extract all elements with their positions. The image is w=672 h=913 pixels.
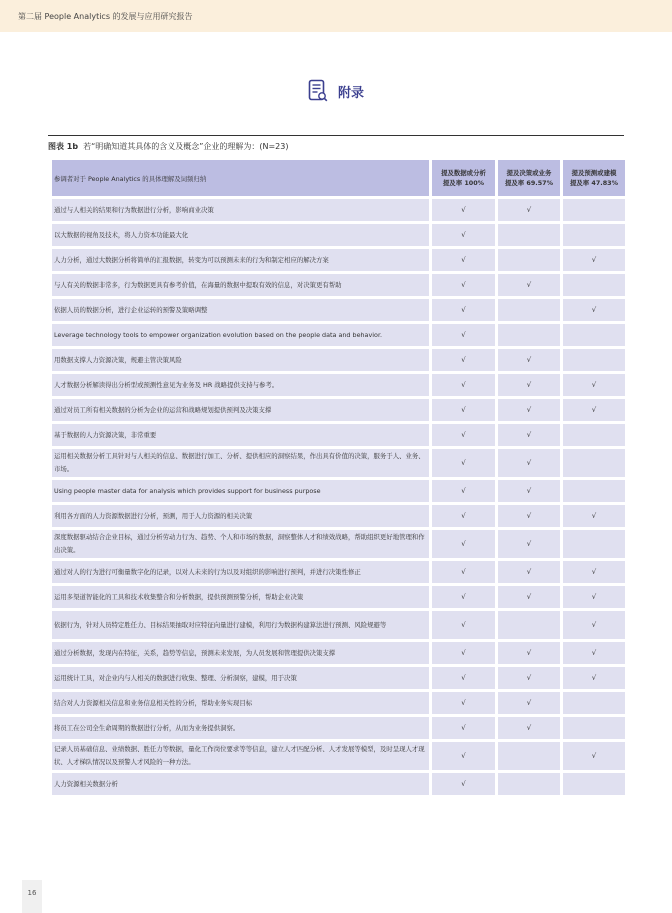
- row-description: 依据人员的数据分析，进行企业运转的预警及策略调整: [52, 299, 429, 321]
- row-mark-c2: [498, 742, 560, 770]
- header-col2: [498, 160, 560, 196]
- row-description: 与人有关的数据非常多，行为数据更具有参考价值，在海量的数据中提取有效的信息，对决策更有帮助: [52, 274, 429, 296]
- top-header-bar: [0, 0, 672, 32]
- row-mark-c2: [498, 299, 560, 321]
- row-description: 用数据支撑人力资源决策，规避主管决策风险: [52, 349, 429, 371]
- table-row: [52, 424, 626, 446]
- row-mark-c3: [563, 480, 625, 502]
- row-description: Leverage technology tools to empower organization evolution based on the people data and behavior.: [52, 324, 429, 346]
- appendix-heading: [0, 78, 672, 104]
- row-mark-c2: √: [498, 642, 560, 664]
- row-mark-c3: [563, 692, 625, 714]
- row-description: 通过分析数据，发现内在特征，关系，趋势等信息，预测未来发展，为人员发展和管理提供决策支撑: [52, 642, 429, 664]
- row-mark-c2: [498, 773, 560, 795]
- row-mark-c2: √: [498, 586, 560, 608]
- table-row: [52, 449, 626, 477]
- row-mark-c2: √: [498, 449, 560, 477]
- table-row: [52, 324, 626, 346]
- table-row: [52, 692, 626, 714]
- table-row: [52, 374, 626, 396]
- row-mark-c1: √: [432, 424, 495, 446]
- row-mark-c1: √: [432, 274, 495, 296]
- figure-caption: [48, 141, 288, 152]
- row-mark-c3: [563, 773, 625, 795]
- row-mark-c2: √: [498, 199, 560, 221]
- table-row: [52, 561, 626, 583]
- row-description: 通过对人的行为进行可衡量数字化的记录，以对人未来的行为以及对组织的影响进行预判，并进行决策性修正: [52, 561, 429, 583]
- row-mark-c3: [563, 224, 625, 246]
- caption-divider: [48, 135, 624, 136]
- table-row: [52, 399, 626, 421]
- row-description: 以大数据的视角及技术，将人力资本功能最大化: [52, 224, 429, 246]
- row-mark-c3: [563, 717, 625, 739]
- row-description: 记录人员基础信息、业绩数据、胜任力等数据，量化工作岗位要求等等信息，建立人才匹配分析、人才发展等模型，及时呈现人才现状、人才梯队情况以及预警人才风险的一种方法。: [52, 742, 429, 770]
- table-row: [52, 349, 626, 371]
- row-mark-c1: √: [432, 299, 495, 321]
- row-mark-c3: √: [563, 586, 625, 608]
- table-row: [52, 717, 626, 739]
- row-mark-c2: √: [498, 374, 560, 396]
- row-description: 人才数据分析解读得出分析型或预测性意见为业务及 HR 战略提供支持与参考。: [52, 374, 429, 396]
- table-row: [52, 505, 626, 527]
- row-mark-c2: [498, 224, 560, 246]
- row-mark-c3: √: [563, 611, 625, 639]
- row-mark-c3: [563, 349, 625, 371]
- row-mark-c2: √: [498, 667, 560, 689]
- row-mark-c1: √: [432, 349, 495, 371]
- appendix-title: 附录: [337, 85, 364, 101]
- table-row: [52, 530, 626, 558]
- table-row: [52, 773, 626, 795]
- row-mark-c2: √: [498, 424, 560, 446]
- row-mark-c1: √: [432, 530, 495, 558]
- row-mark-c3: [563, 449, 625, 477]
- row-mark-c3: [563, 324, 625, 346]
- row-description: 结合对人力资源相关信息和业务信息相关性的分析，帮助业务实现目标: [52, 692, 429, 714]
- row-mark-c1: √: [432, 399, 495, 421]
- table-body: [52, 199, 626, 795]
- row-mark-c1: √: [432, 249, 495, 271]
- row-description: 人力资源相关数据分析: [52, 773, 429, 795]
- table-row: [52, 249, 626, 271]
- table-row: [52, 642, 626, 664]
- table-row: [52, 299, 626, 321]
- row-mark-c1: √: [432, 773, 495, 795]
- table-header: [52, 160, 626, 196]
- row-description: 通过与人相关的结果和行为数据进行分析，影响商业决策: [52, 199, 429, 221]
- row-mark-c3: √: [563, 667, 625, 689]
- row-mark-c3: √: [563, 505, 625, 527]
- row-mark-c1: √: [432, 561, 495, 583]
- header-col2-line2: 提及率 69.57%: [504, 179, 553, 187]
- table-row: [52, 480, 626, 502]
- table-row: [52, 667, 626, 689]
- table-row: [52, 274, 626, 296]
- row-mark-c3: √: [563, 561, 625, 583]
- row-mark-c3: [563, 530, 625, 558]
- row-mark-c1: √: [432, 611, 495, 639]
- header-col3-line1: 提及预测或建模: [571, 169, 617, 177]
- row-mark-c3: [563, 274, 625, 296]
- row-mark-c2: √: [498, 692, 560, 714]
- header-col1-line1: 提及数据或分析: [441, 169, 486, 177]
- row-description: 依据行为，针对人员特定胜任力、目标结果抽取对应特征向量进行建模，利用行为数据构建算法进行预测、风险规避等: [52, 611, 429, 639]
- header-col1-line2: 提及率 100%: [442, 179, 485, 187]
- row-description: 基于数据的人力资源决策，非常重要: [52, 424, 429, 446]
- row-mark-c1: √: [432, 586, 495, 608]
- figure-label: 图表 1b: [48, 142, 79, 151]
- report-title: 第二届 People Analytics 的发展与应用研究报告: [18, 12, 193, 21]
- data-table: [52, 160, 626, 798]
- row-mark-c3: √: [563, 374, 625, 396]
- row-description: 运用统计工具，对企业内与人相关的数据进行收集、整理、分析洞察，建模，用于决策: [52, 667, 429, 689]
- header-col3-line2: 提及率 47.83%: [569, 179, 618, 187]
- table-row: [52, 224, 626, 246]
- row-mark-c1: √: [432, 374, 495, 396]
- header-col1: [432, 160, 495, 196]
- row-mark-c2: √: [498, 561, 560, 583]
- row-mark-c3: √: [563, 299, 625, 321]
- page-number: 16: [22, 880, 42, 913]
- row-mark-c1: √: [432, 324, 495, 346]
- row-description: 深度数据驱动结合企业目标，通过分析劳动力行为、趋势、个人和市场的数据，洞察整体人才和绩效战略，帮助组织更好地管理和作出决策。: [52, 530, 429, 558]
- row-mark-c3: [563, 199, 625, 221]
- row-mark-c1: √: [432, 199, 495, 221]
- row-mark-c1: √: [432, 742, 495, 770]
- table-row: [52, 611, 626, 639]
- row-mark-c3: [563, 424, 625, 446]
- row-mark-c1: √: [432, 717, 495, 739]
- row-description: 通过对员工所有相关数据的分析为企业的运营和战略规划提供预判及决策支撑: [52, 399, 429, 421]
- header-description: 参调者对于 People Analytics 的具体理解及词频归纳: [52, 160, 429, 196]
- row-mark-c3: √: [563, 249, 625, 271]
- row-mark-c2: √: [498, 505, 560, 527]
- row-mark-c1: √: [432, 692, 495, 714]
- row-mark-c2: √: [498, 530, 560, 558]
- table-row: [52, 742, 626, 770]
- row-mark-c2: [498, 611, 560, 639]
- row-description: 运用多渠道智能化的工具和技术收集整合和分析数据，提供预测预警分析，帮助企业决策: [52, 586, 429, 608]
- row-mark-c2: √: [498, 349, 560, 371]
- header-col2-line1: 提及决策或业务: [506, 169, 552, 177]
- row-mark-c2: √: [498, 480, 560, 502]
- figure-caption-text: 若“明确知道其具体的含义及概念”企业的理解为：(N=23): [83, 142, 289, 151]
- table-row: [52, 199, 626, 221]
- row-description: 运用相关数据分析工具针对与人相关的信息、数据进行加工、分析、提供相应的洞察结果，作出具有价值的决策，服务于人、业务、市场。: [52, 449, 429, 477]
- row-mark-c1: √: [432, 505, 495, 527]
- table-row: [52, 586, 626, 608]
- row-description: 将员工在公司全生命周期的数据进行分析，从而为业务提供洞察。: [52, 717, 429, 739]
- row-mark-c1: √: [432, 224, 495, 246]
- document-icon: [308, 79, 328, 103]
- row-mark-c1: √: [432, 642, 495, 664]
- row-mark-c3: √: [563, 642, 625, 664]
- row-mark-c1: √: [432, 480, 495, 502]
- row-mark-c1: √: [432, 667, 495, 689]
- row-description: Using people master data for analysis which provides support for business purpose: [52, 480, 429, 502]
- row-mark-c2: √: [498, 274, 560, 296]
- row-description: 利用各方面的人力资源数据进行分析，预测，用于人力资源的相关决策: [52, 505, 429, 527]
- row-mark-c2: √: [498, 399, 560, 421]
- row-mark-c2: [498, 249, 560, 271]
- row-mark-c1: √: [432, 449, 495, 477]
- row-mark-c3: √: [563, 399, 625, 421]
- row-description: 人力分析，通过大数据分析将简单的汇报数据，转变为可以预测未来的行为和制定相应的解决方案: [52, 249, 429, 271]
- row-mark-c3: √: [563, 742, 625, 770]
- row-mark-c2: [498, 324, 560, 346]
- row-mark-c2: √: [498, 717, 560, 739]
- header-col3: [563, 160, 625, 196]
